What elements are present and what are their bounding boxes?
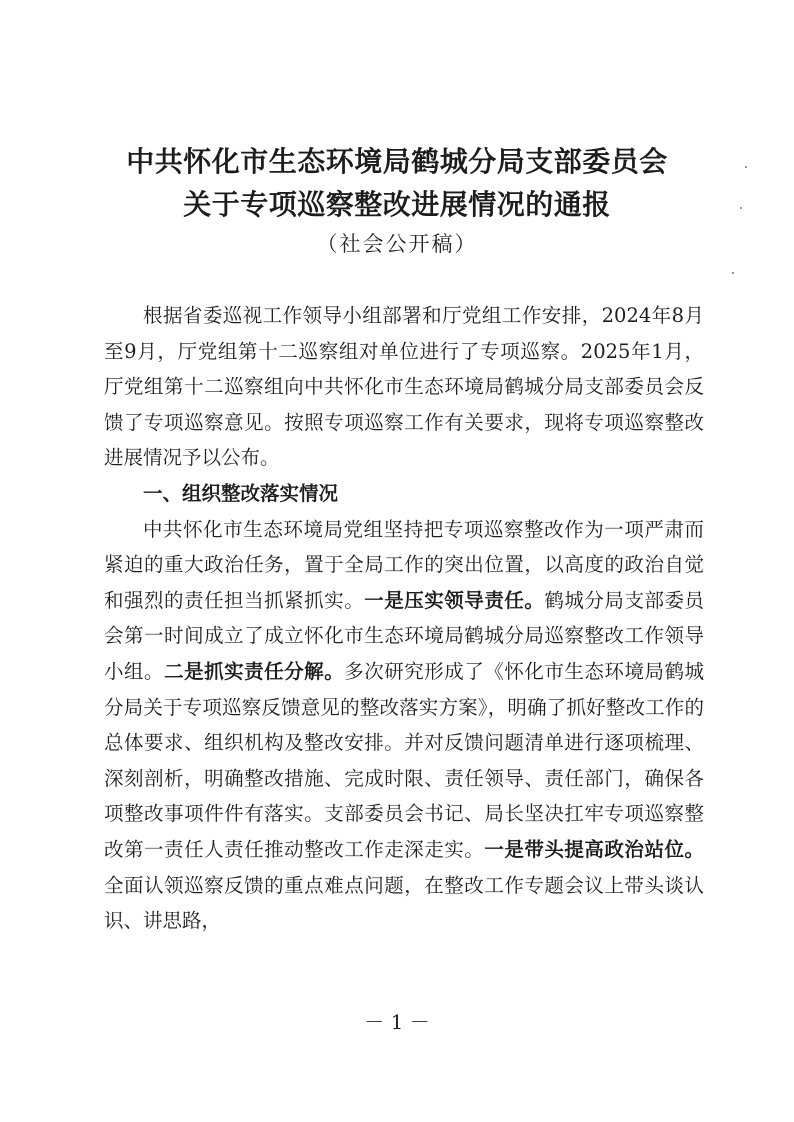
paragraph-text: 鹤城分局支部委员会第一时间成立了成立怀化市生态环境局鹤城分局巡察整改工作领导小组。 (104, 588, 704, 683)
paragraph-section1 (104, 512, 704, 939)
document-title-line2: 关于专项巡察整改进展情况的通报 (183, 188, 611, 221)
scan-speck (745, 166, 747, 168)
document-subtitle: （社会公开稿） (316, 232, 478, 256)
section-heading-1: 一、组织整改落实情况 (143, 481, 339, 505)
scan-speck (732, 272, 734, 274)
bold-phrase-leadership: 一是压实领导责任。 (364, 588, 545, 612)
paragraph-text: 中共怀化市生态环境局党组坚持把专项巡察整改作为一项严肃而紧迫的重大政治任务，置于全局工作的突出位置，以高度的政治自觉和强烈的责任担当抓紧抓实。 (104, 517, 704, 612)
scan-speck (740, 207, 742, 209)
document-title-line1: 中共怀化市生态环境局鹤城分局支部委员会 (126, 145, 668, 178)
paragraph-text: 多次研究形成了《怀化市生态环境局鹤城分局关于专项巡察反馈意见的整改落实方案》，明确了抓好整改工作的总体要求、组织机构及整改安排。并对反馈问题清单进行逐项梳理、深刻剖析，明确整改措施、完成时限、责任领导、责任部门，确保各项整改事项件件有落实。支部委员会书记、局长坚决扛牢专项巡察整改第一责任人责任推动整改工作走深走实。 (104, 659, 704, 861)
paragraph-text: 全面认领巡察反馈的重点难点问题，在整改工作专题会议上带头谈认识、讲思路， (104, 873, 704, 933)
bold-phrase-political-stance: 一是带头提高政治站位。 (484, 837, 704, 861)
bold-phrase-responsibility: 二是抓实责任分解。 (164, 659, 345, 683)
document-body (104, 298, 704, 939)
paragraph-intro: 根据省委巡视工作领导小组部署和厅党组工作安排，2024年8月至9月，厅党组第十二巡察组对单位进行了专项巡察。2025年1月，厅党组第十二巡察组向中共怀化市生态环境局鹤城分局支部委员会反馈了专项巡察意见。按照专项巡察工作有关要求，现将专项巡察整改进展情况予以公布。 (104, 304, 704, 470)
page-number: － 1 － (364, 1010, 430, 1034)
